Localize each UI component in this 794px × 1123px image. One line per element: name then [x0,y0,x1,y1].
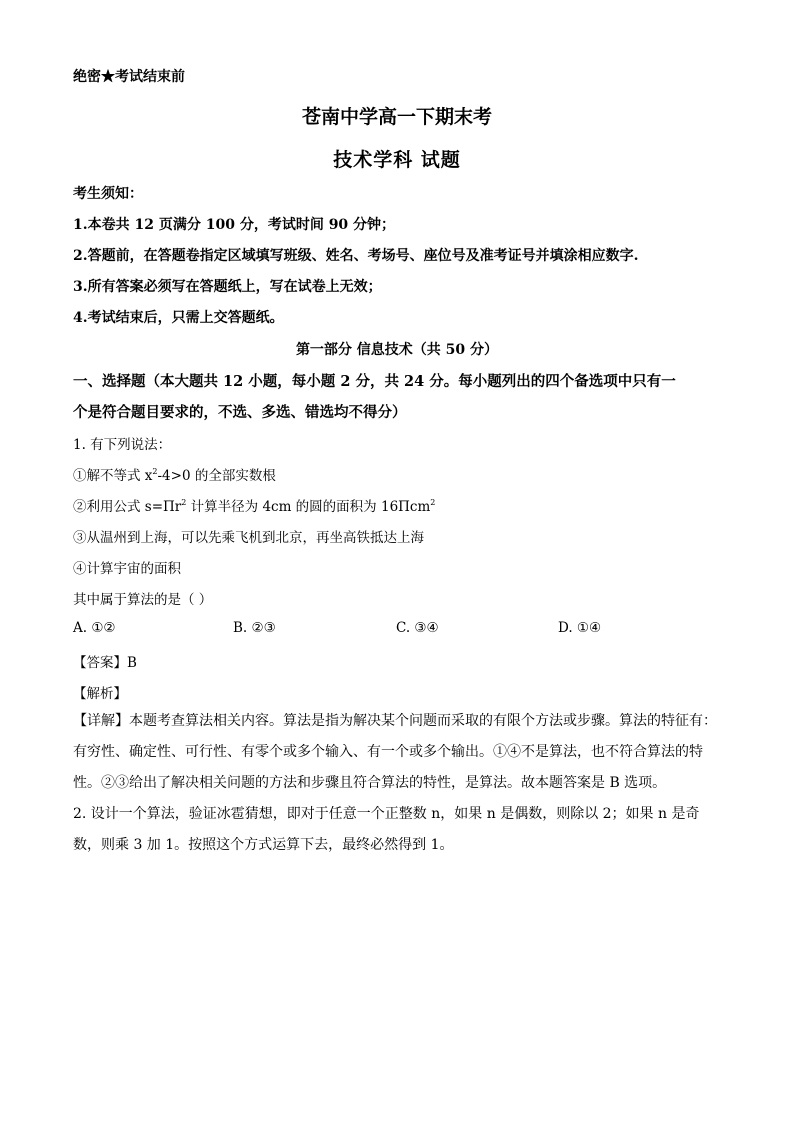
notice-item-4: 4.考试结束后，只需上交答题纸。 [73,310,284,326]
part-title: 第一部分 信息技术（共 50 分） [295,342,499,358]
school-title: 苍南中学高一下期末考 [301,106,492,128]
subject-title: 技术学科 试题 [333,149,461,171]
q1-option-b: B. ②③ [233,620,276,636]
notice-item-1: 1.本卷共 12 页满分 100 分，考试时间 90 分钟； [73,217,396,233]
q1-option-d: D. ①④ [558,620,602,636]
q1-ask: 其中属于算法的是（ ） [73,592,213,608]
confidential-mark: 绝密★考试结束前 [73,69,185,85]
q1-answer: 【答案】B [73,655,137,671]
q1-item-3: ③从温州到上海，可以先乘飞机到北京，再坐高铁抵达上海 [73,530,424,546]
notice-item-3: 3.所有答案必须写在答题纸上，写在试卷上无效； [73,279,382,295]
q2-text: 2. 设计一个算法，验证冰雹猜想，即对于任意一个正整数 n，如果 n 是偶数，则除以 2；如果 n 是奇数，则乘 3 加 1。按照这个方式运算下去，最终必然得到 1。 [73,806,700,853]
notice-item-2: 2.答题前，在答题卷指定区域填写班级、姓名、考场号、座位号及准考证号并填涂相应数字. [73,248,639,264]
q1-stem: 1. 有下列说法： [73,437,172,453]
notice-heading: 考生须知： [73,186,143,202]
q1-item-2: ②利用公式 $s=\Pi r^2$ 计算半径为 4cm 的圆的面积为 16Πcm$^2$ [73,498,436,515]
section-heading-line2: 个是符合题目要求的，不选、多选、错选均不得分） [73,404,407,421]
q1-analysis-label: 【解析】 [73,686,127,702]
q1-option-c: C. ③④ [396,620,439,636]
q1-item-1: ①解不等式 $x^2-4>0$ 的全部实数根 [73,467,276,484]
section-heading-line1: 一、选择题（本大题共 12 小题，每小题 2 分，共 24 分。每小题列出的四个备选项中只有一 [73,373,676,390]
q1-item-4: ④计算宇宙的面积 [73,561,181,577]
q1-detail: 【详解】本题考查算法相关内容。算法是指为解决某个问题而采取的有限个方法或步骤。算法的特征有：有穷性、确定性、可行性、有零个或多个输入、有一个或多个输出。①④不是算法，也不符合算法的特性。②③给出了解决相关问题的方法和步骤且符合算法的特性，是算法。故本题答案是 B 选项。 [73,713,717,791]
q1-option-a: A. ①② [73,620,116,636]
